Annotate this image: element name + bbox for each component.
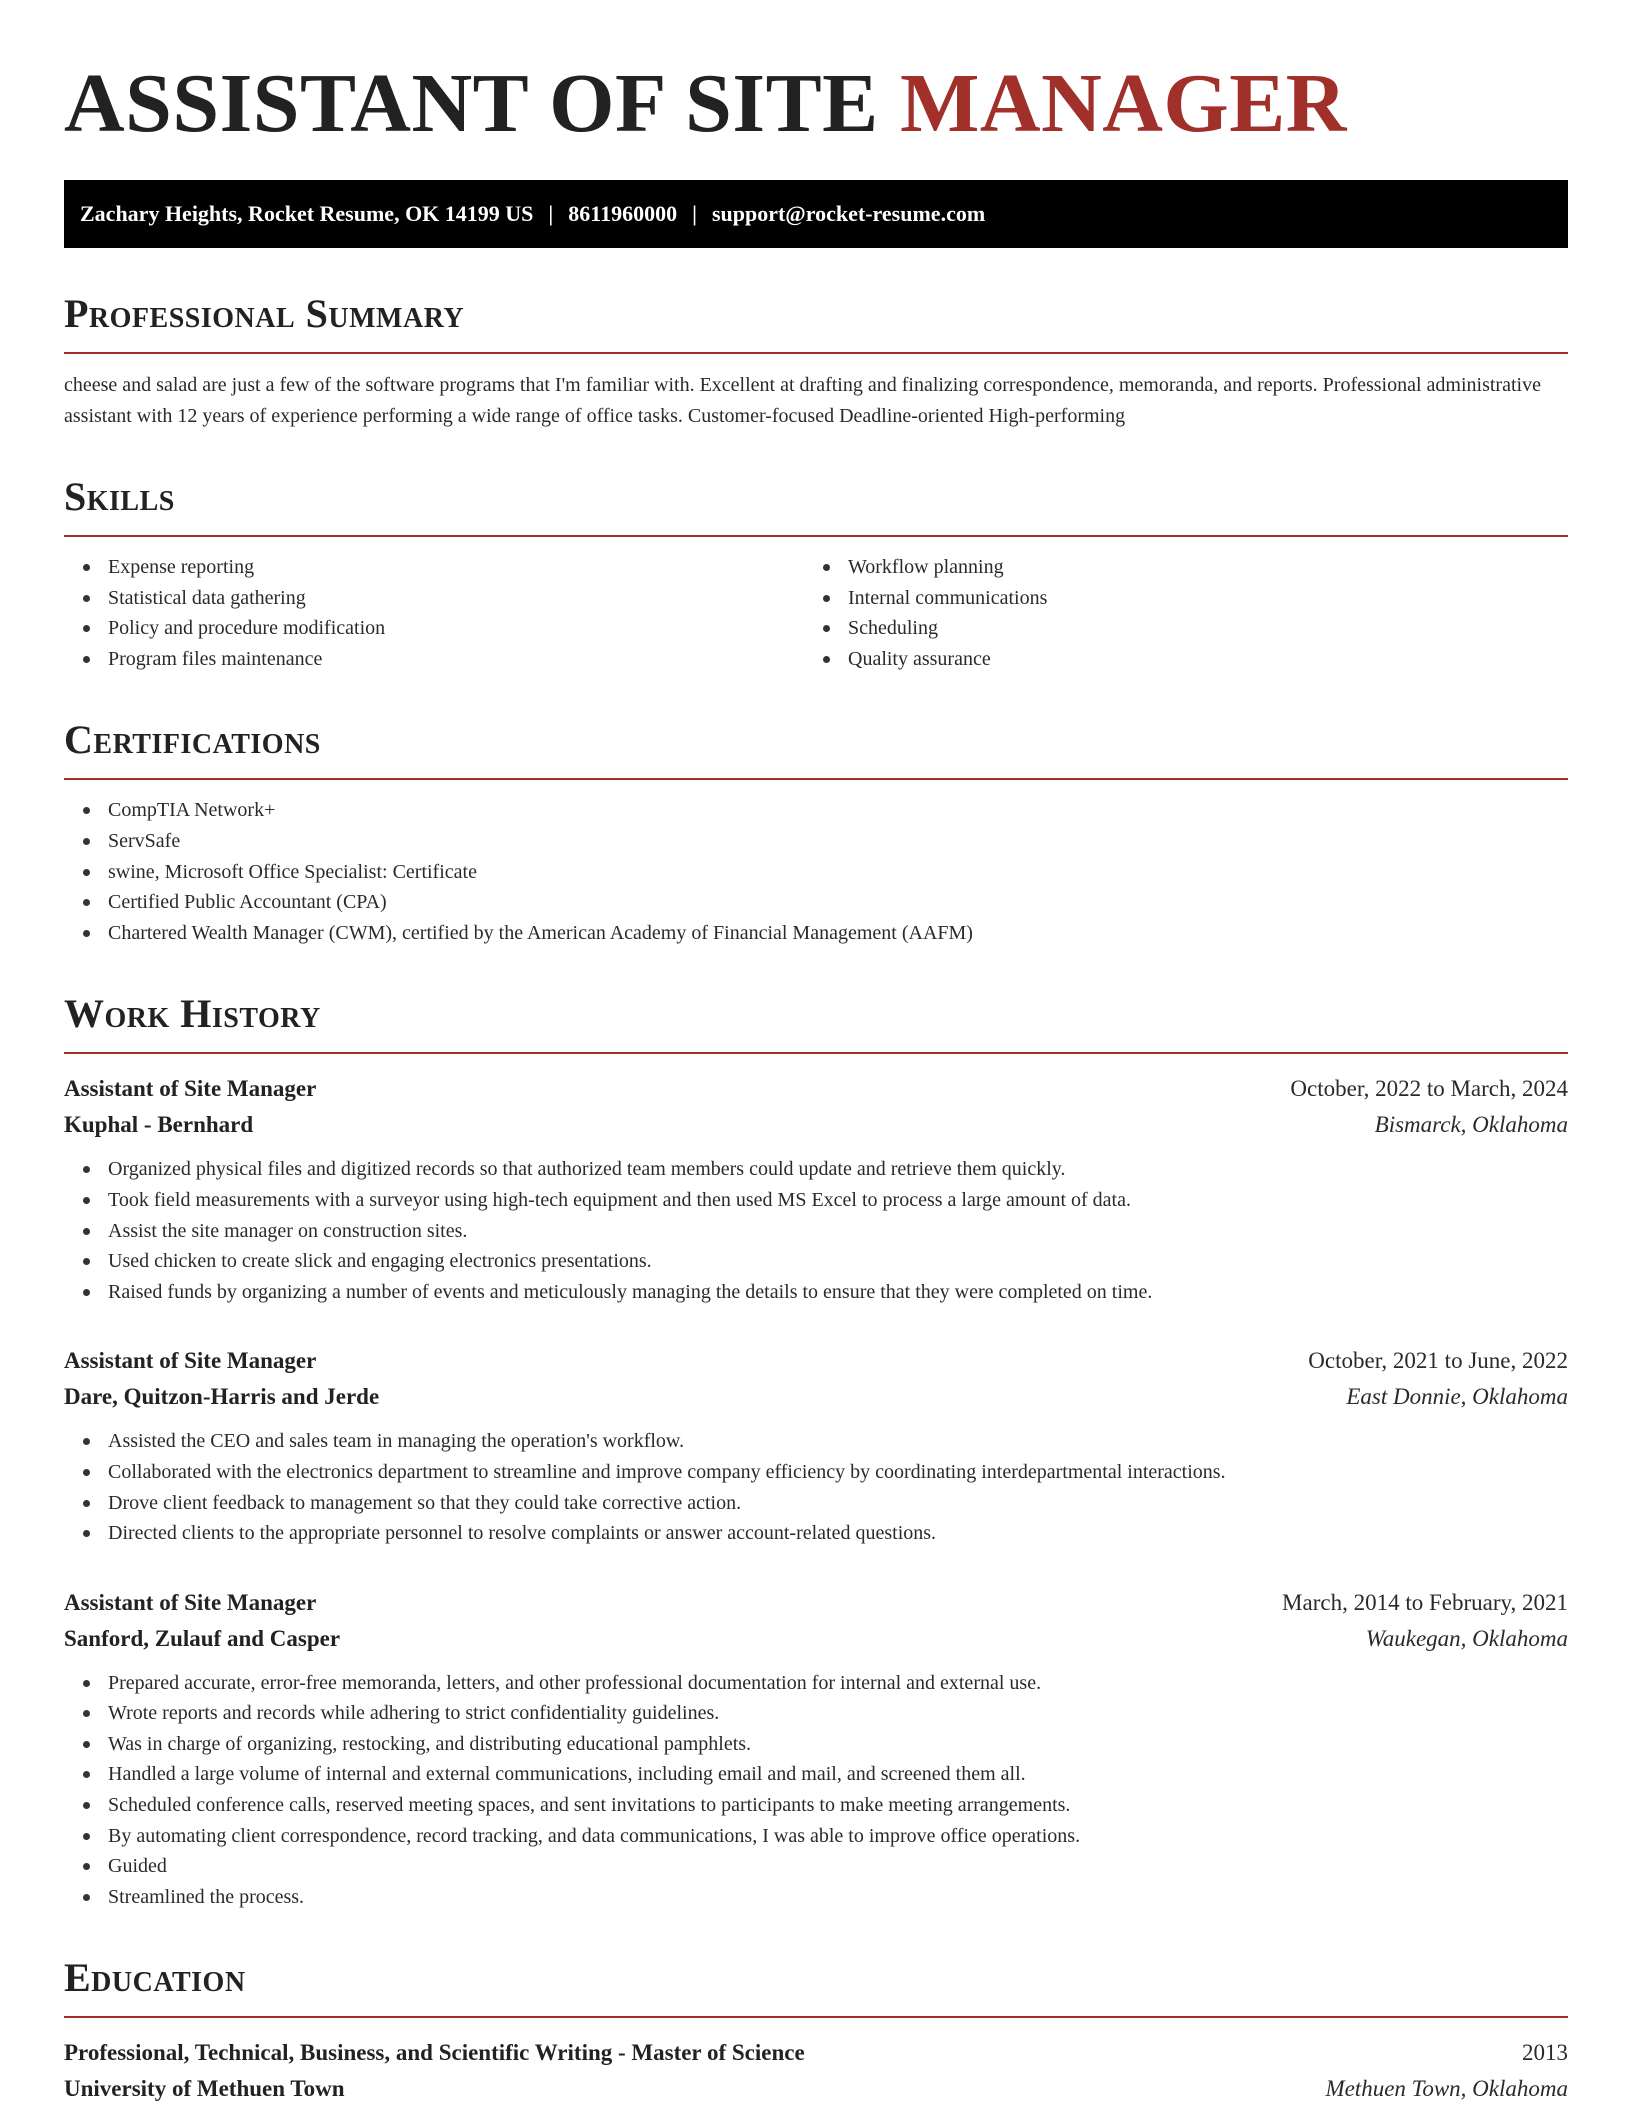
job-title: Assistant of Site Manager <box>64 1348 317 1374</box>
skill-item: Expense reporting <box>64 552 804 583</box>
certifications-list <box>64 795 1568 948</box>
education-heading: Education <box>64 1955 246 2001</box>
skill-item: Scheduling <box>804 613 1544 644</box>
education-location: Methuen Town, Oklahoma <box>1325 2076 1568 2102</box>
education-entry <box>64 2035 1568 2107</box>
job-company-row <box>64 1379 1568 1415</box>
job-duty: Organized physical files and digitized records so that authorized team members could update and retrieve them quickly. <box>64 1154 1568 1185</box>
title-accent: MANAGER <box>900 57 1347 150</box>
work-history-heading: Work History <box>64 991 321 1037</box>
job-duties-list <box>64 1668 1568 1913</box>
work-history-section <box>64 991 1568 1912</box>
contact-bar <box>64 180 1568 248</box>
certification-item: CompTIA Network+ <box>64 795 1568 826</box>
skill-item: Statistical data gathering <box>64 583 804 614</box>
job-company: Sanford, Zulauf and Casper <box>64 1625 341 1651</box>
summary-section <box>64 291 1568 431</box>
job-duty: Assisted the CEO and sales team in managing the operation's workflow. <box>64 1426 1568 1457</box>
job-duty: Scheduled conference calls, reserved meeting spaces, and sent invitations to participants to make meeting arrangements. <box>64 1790 1568 1821</box>
skill-item: Internal communications <box>804 583 1544 614</box>
job-title: Assistant of Site Manager <box>64 1589 317 1615</box>
education-degree-row <box>64 2035 1568 2071</box>
skills-list-right <box>804 552 1544 674</box>
skill-item: Program files maintenance <box>64 644 804 675</box>
job-duty: Collaborated with the electronics department to streamline and improve company efficiency by coordinating interdepartmental interactions. <box>64 1457 1568 1488</box>
certification-item: ServSafe <box>64 826 1568 857</box>
job-header-row <box>64 1343 1568 1379</box>
skills-heading: Skills <box>64 474 175 519</box>
job-location: East Donnie, Oklahoma <box>1346 1384 1568 1410</box>
job-duty: Directed clients to the appropriate personnel to resolve complaints or answer account-related questions. <box>64 1518 1568 1549</box>
certification-item: Certified Public Accountant (CPA) <box>64 887 1568 918</box>
contact-separator: | <box>692 201 697 226</box>
job-company: Dare, Quitzon-Harris and Jerde <box>64 1384 380 1410</box>
section-divider <box>64 352 1568 354</box>
job-title: Assistant of Site Manager <box>64 1076 317 1102</box>
job-dates: October, 2021 to June, 2022 <box>1308 1348 1568 1374</box>
summary-text: cheese and salad are just a few of the software programs that I'm familiar with. Excellent at drafting and finalizing correspondence, memoranda, and reports. Professional administrative assistant with 12 years of experience performing a wide range of office tasks. Customer-focused Deadline-oriented High-performing <box>64 374 1541 427</box>
education-school: University of Methuen Town <box>64 2076 345 2102</box>
job-duty: Took field measurements with a surveyor using high-tech equipment and then used MS Excel to process a large amount of data. <box>64 1185 1568 1216</box>
job-duty: Raised funds by organizing a number of events and meticulously managing the details to ensure that they were completed on time. <box>64 1277 1568 1308</box>
section-divider <box>64 1052 1568 1054</box>
job-header-row <box>64 1585 1568 1621</box>
job-duty: Streamlined the process. <box>64 1882 1568 1913</box>
skill-item: Quality assurance <box>804 644 1544 675</box>
job-duty: Wrote reports and records while adhering to strict confidentiality guidelines. <box>64 1698 1568 1729</box>
job-duty: Assist the site manager on construction sites. <box>64 1216 1568 1247</box>
skills-section <box>64 474 1568 674</box>
contact-address: Zachary Heights, Rocket Resume, OK 14199 US <box>80 201 534 226</box>
job-duties-list <box>64 1426 1568 1548</box>
certifications-heading: Certifications <box>64 717 321 763</box>
skills-grid <box>64 537 1568 674</box>
education-school-row <box>64 2071 1568 2107</box>
skill-item: Workflow planning <box>804 552 1544 583</box>
education-section <box>64 1955 1568 2107</box>
skills-list-left <box>64 552 804 674</box>
job-entry <box>64 1343 1568 1548</box>
job-entry <box>64 1071 1568 1307</box>
job-duty: Used chicken to create slick and engaging electronics presentations. <box>64 1246 1568 1277</box>
summary-heading: Professional Summary <box>64 291 465 336</box>
job-header-row <box>64 1071 1568 1107</box>
job-dates: March, 2014 to February, 2021 <box>1282 1589 1568 1615</box>
title-main: ASSISTANT OF SITE <box>64 57 879 150</box>
section-divider <box>64 778 1568 780</box>
job-duty: Was in charge of organizing, restocking, and distributing educational pamphlets. <box>64 1729 1568 1760</box>
contact-phone: 8611960000 <box>568 201 678 226</box>
job-duty: Guided <box>64 1851 1568 1882</box>
job-duty: Handled a large volume of internal and external communications, including email and mail, and screened them all. <box>64 1759 1568 1790</box>
education-year: 2013 <box>1522 2040 1568 2066</box>
job-entry <box>64 1585 1568 1913</box>
job-company-row <box>64 1107 1568 1143</box>
education-degree: Professional, Technical, Business, and Scientific Writing - Master of Science <box>64 2040 805 2066</box>
job-duty: Drove client feedback to management so that they could take corrective action. <box>64 1488 1568 1519</box>
job-company-row <box>64 1621 1568 1657</box>
section-divider <box>64 2016 1568 2018</box>
job-duties-list <box>64 1154 1568 1307</box>
job-location: Bismarck, Oklahoma <box>1374 1112 1568 1138</box>
certification-item: swine, Microsoft Office Specialist: Certificate <box>64 857 1568 888</box>
skill-item: Policy and procedure modification <box>64 613 804 644</box>
job-duty: Prepared accurate, error-free memoranda, letters, and other professional documentation for internal and external use. <box>64 1668 1568 1699</box>
resume-title <box>64 0 1568 150</box>
job-dates: October, 2022 to March, 2024 <box>1290 1076 1568 1102</box>
job-company: Kuphal - Bernhard <box>64 1112 254 1138</box>
certification-item: Chartered Wealth Manager (CWM), certified by the American Academy of Financial Management (AAFM) <box>64 918 1568 949</box>
job-duty: By automating client correspondence, record tracking, and data communications, I was able to improve office operations. <box>64 1821 1568 1852</box>
contact-email: support@rocket-resume.com <box>711 201 986 226</box>
contact-separator: | <box>548 201 554 226</box>
job-location: Waukegan, Oklahoma <box>1365 1625 1568 1651</box>
certifications-section <box>64 717 1568 948</box>
